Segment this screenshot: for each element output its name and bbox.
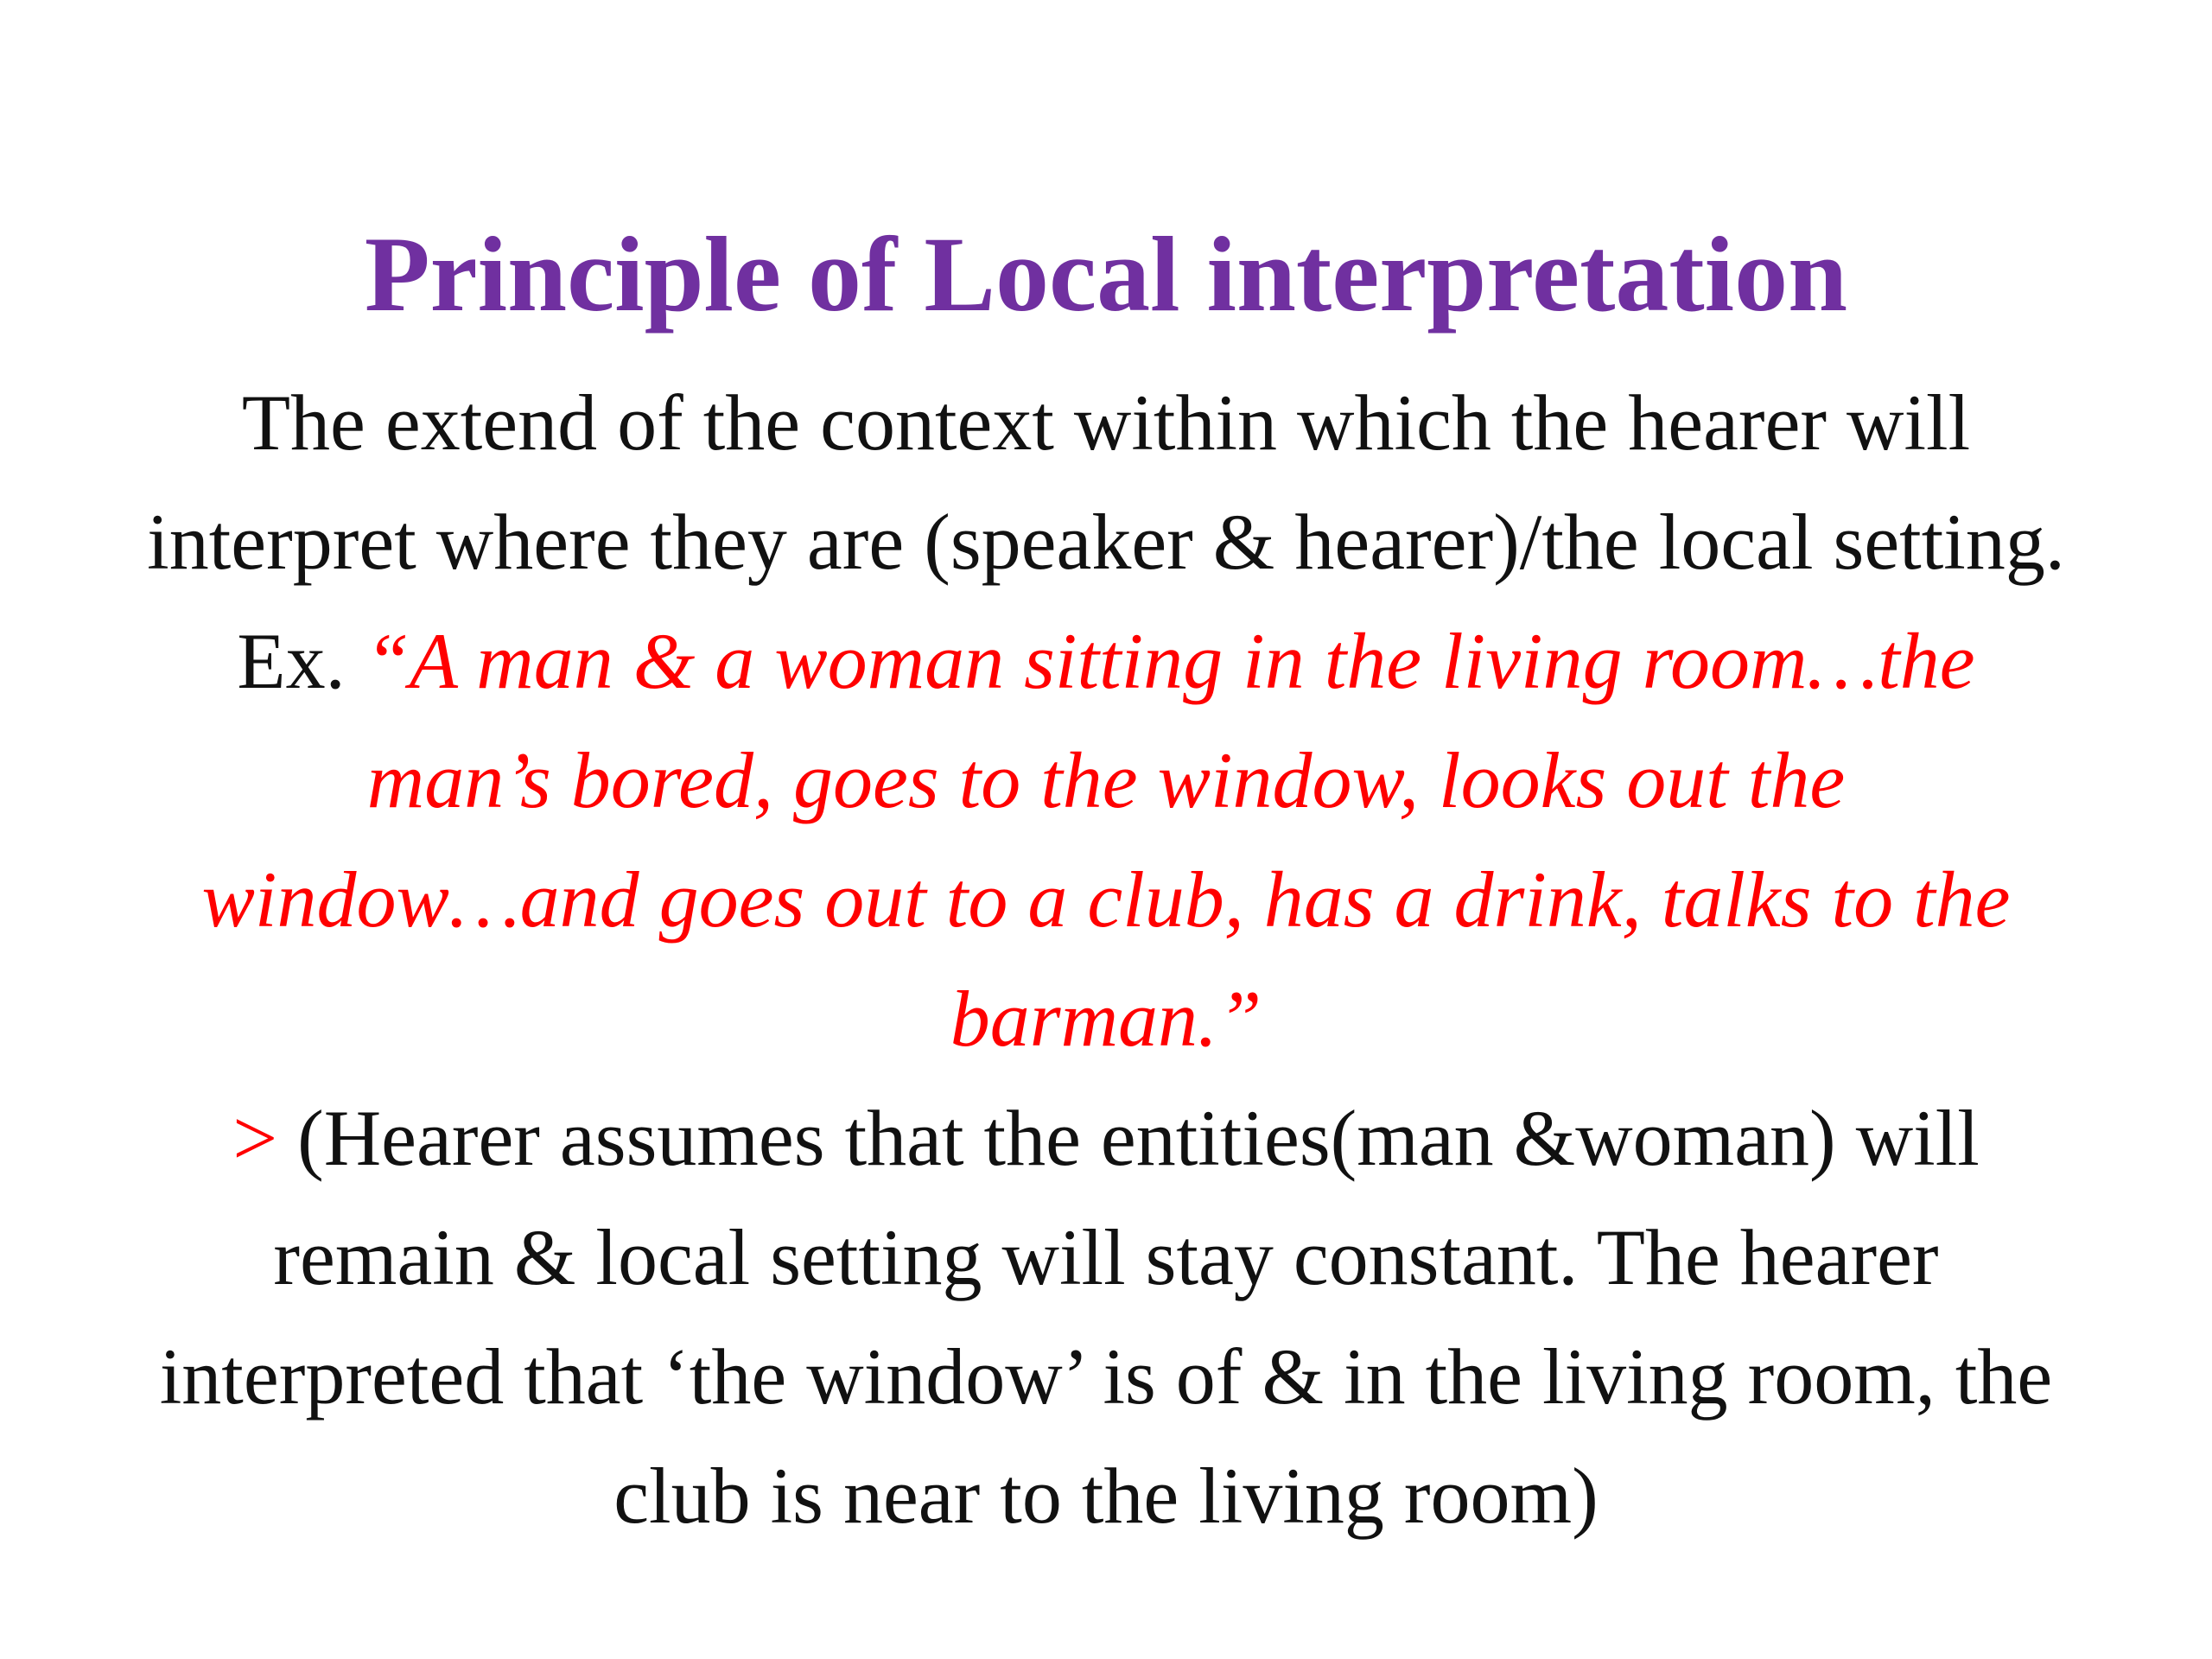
slide-title: Principle of Local interpretation (364, 215, 1848, 334)
definition-line-1: The extend of the context within which the hearer will (241, 378, 1971, 467)
example-quote-line-1: “A man & a woman sitting in the living room…the (365, 617, 1975, 705)
example-prefix: Ex. (237, 617, 365, 705)
definition-line-2: interpret where they are (speaker & hearer)/the local setting. (147, 498, 2065, 586)
example-quote-line-3: window…and goes out to a club, has a drink, talks to the (201, 855, 2011, 944)
example-quote-line-4: barman.” (950, 975, 1262, 1063)
slide-body (52, 363, 2160, 1555)
explanation-line-1 (52, 1078, 2160, 1198)
explanation-text-1: (Hearer assumes that the entities(man &woman) will (277, 1094, 1980, 1182)
explanation-line-4: club is near to the living room) (613, 1452, 1599, 1540)
example-quote-line-2: man’s bored, goes to the window, looks out the (366, 736, 1846, 824)
explanation-line-3: interpreted that ‘the window’ is of & in the living room, the (159, 1332, 2053, 1421)
arrow-marker: > (232, 1094, 278, 1182)
example-line-1 (52, 601, 2160, 721)
explanation-line-2: remain & local setting will stay constant. The hearer (273, 1213, 1939, 1301)
